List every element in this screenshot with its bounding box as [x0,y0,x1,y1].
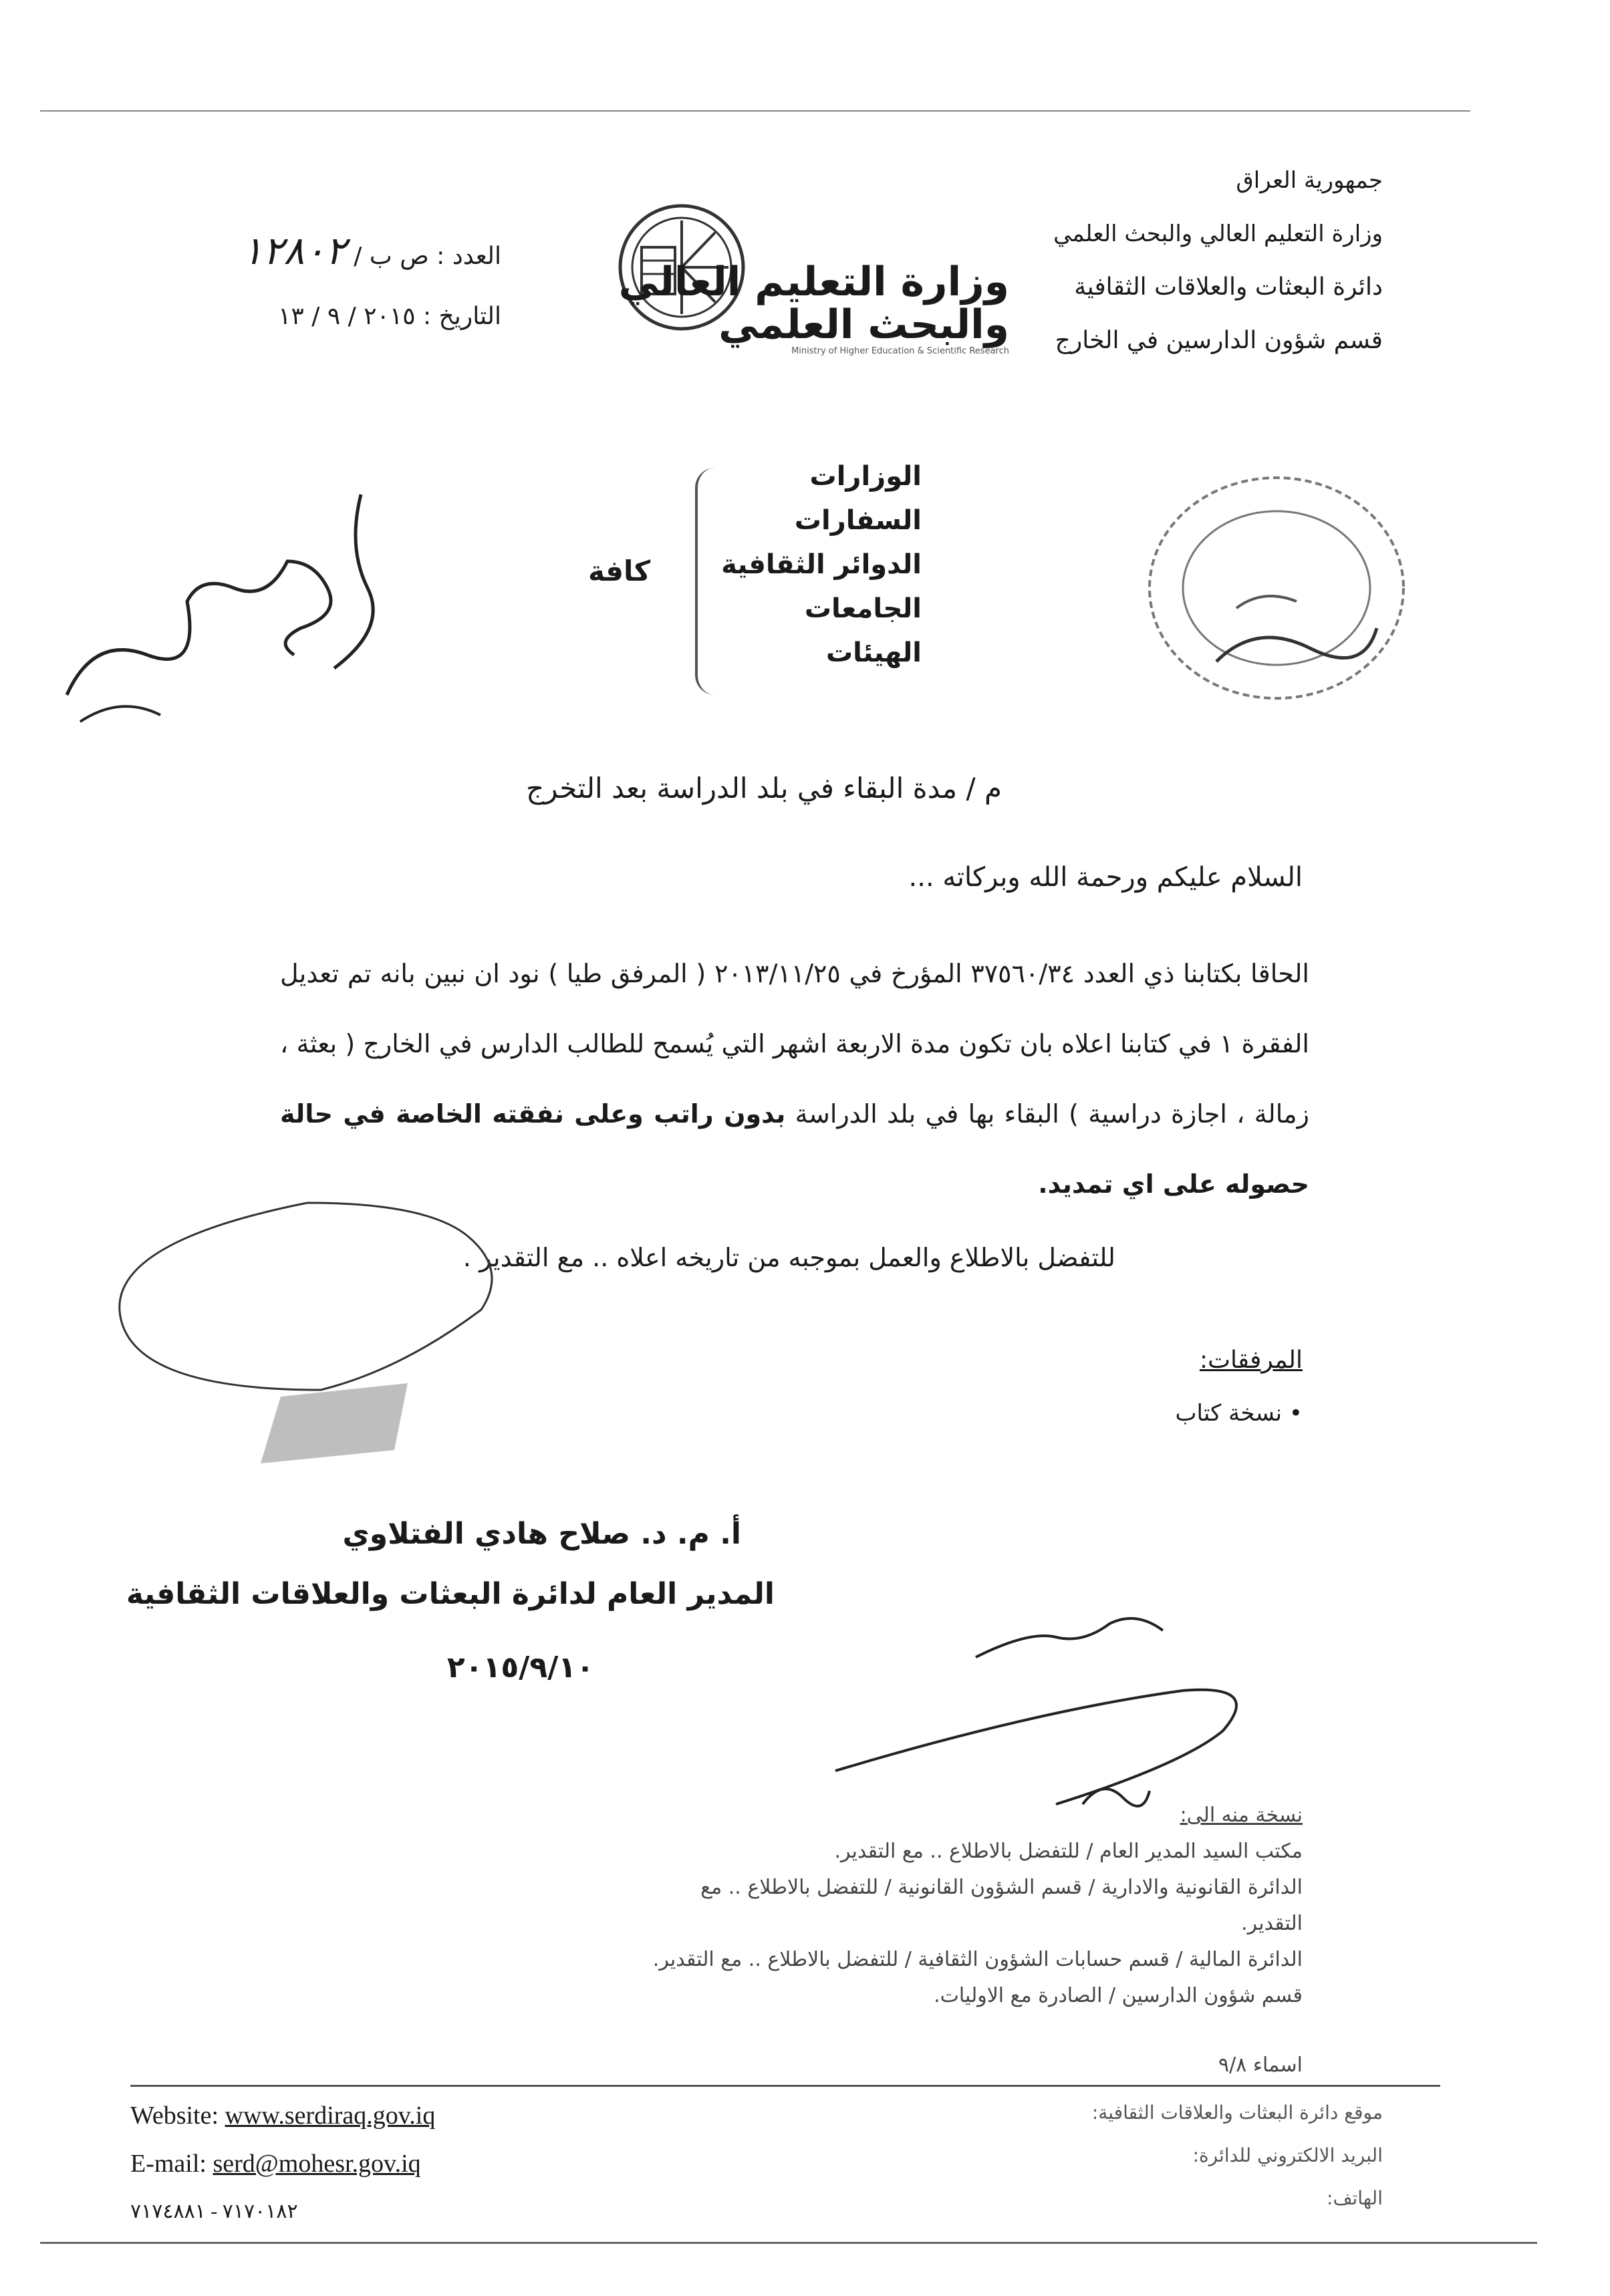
bullet-icon: • [1282,1400,1303,1427]
recipient-item: الوزارات [809,461,922,492]
email-link[interactable]: serd@mohesr.gov.iq [213,2150,421,2178]
footer-right-labels [1035,2092,1383,2220]
header-left-block [127,221,501,347]
signatory-title: المدير العام لدائرة البعثات والعلاقات الثقافية [126,1577,775,1611]
header-section: قسم شؤون الدارسين في الخارج [1055,327,1383,354]
logo-title [619,261,1009,346]
cc-item: الدائرة المالية / قسم حسابات الشؤون الثقافية / للتفضل بالاطلاع .. مع التقدير. [652,1948,1303,1971]
subject-line: م / مدة البقاء في بلد الدراسة بعد التخرج [526,772,1002,805]
signature-date: ٢٠١٥/٩/١٠ [446,1651,594,1685]
footer-right-line2: البريد الالكتروني للدائرة: [1192,2144,1383,2166]
footer-right-line3: الهاتف: [1327,2187,1383,2209]
logo-title-line2: والبحث العلمي [718,301,1009,348]
header-ministry: وزارة التعليم العالي والبحث العلمي [1053,221,1383,247]
footer-phone: ٧١٧٠١٨٢ - ٧١٧٤٨٨١ [130,2200,298,2222]
cc-item: قسم شؤون الدارسين / الصادرة مع الاوليات. [934,1984,1303,2007]
recipient-item: السفارات [794,505,922,536]
signature-loop-icon [107,1196,615,1517]
logo-title-line1: وزارة التعليم العالي [618,259,1009,305]
date-label: التاريخ : [415,303,501,330]
document-date [127,287,501,347]
logo-subtitle: Ministry of Higher Education & Scientific Research [791,346,1009,356]
cc-list [634,1798,1303,2084]
footer-right-line1: موقع دائرة البعثات والعلاقات الثقافية: [1091,2102,1383,2124]
recipient-item: الجامعات [804,593,922,624]
received-stamp-icon [1136,461,1424,715]
header-country: جمهورية العراق [1236,167,1383,194]
number-value: ١٢٨٠٢ [242,228,346,273]
attachment-item [1176,1400,1303,1427]
closing-line: للتفضل بالاطلاع والعمل بموجبه من تاريخه اعلاه .. مع التقدير . [462,1243,1115,1272]
letter-body [280,939,1309,1219]
recipients-list [641,454,922,675]
footer-email [130,2140,435,2188]
attachment-item-label: نسخة كتاب [1175,1400,1283,1427]
body-text-part2: بدون راتب وعلى نفقته الخاصة في حالة حصوله على اي تمديد. [280,1099,1309,1199]
recipients-all-label: كافة [588,555,651,587]
signatory-name: أ. م. د. صلاح هادي الفتلاوي [342,1517,741,1551]
header-department: دائرة البعثات والعلاقات الثقافية [1074,273,1383,301]
cc-item: مكتب السيد المدير العام / للتفضل بالاطلاع .. مع التقدير. [834,1840,1303,1863]
handwritten-annotation-icon [27,468,441,762]
cc-label: نسخة منه الى: [1180,1804,1303,1827]
footer-website [130,2092,435,2140]
greeting: السلام عليكم ورحمة الله وبركاته ... [908,862,1303,893]
attachments-label: المرفقات: [1199,1346,1303,1374]
footer-contact [130,2092,435,2236]
bottom-border-line [40,2242,1537,2244]
ministry-logo [615,180,1016,368]
cc-initials: اسماء ٩/٨ [1218,2053,1303,2077]
recipients-brace [695,468,724,695]
date-value: ٢٠١٥ / ٩ / ١٣ [278,303,416,330]
website-link[interactable]: www.serdiraq.gov.iq [225,2102,436,2130]
top-border-line [40,110,1470,112]
body-text-part1: الحاقا بكتابنا ذي العدد ٣٧٥٦٠/٣٤ المؤرخ في ٢٠١٣/١١/٢٥ ( المرفق طيا ) نود ان نبين بانه تم تعديل الفقرة ١ في كتابنا اعلاه بان تكون مدة الاربعة اشهر التي يُسمح للطالب الدارس في الخارج ( بعثة ، زمالة ، اجازة دراسية ) البقاء بها في بلد الدراسة [280,959,1309,1129]
document-number [127,221,501,287]
website-label: Website: [130,2102,225,2130]
email-label: E-mail: [130,2150,213,2178]
cc-item: الدائرة القانونية والادارية / قسم الشؤون القانونية / للتفضل بالاطلاع .. مع التقدير. [700,1876,1303,1935]
footer-rule [130,2085,1440,2087]
recipient-item: الهيئات [825,637,922,668]
number-label: العدد : ص ب / [346,243,501,270]
recipient-item: الدوائر الثقافية [721,549,922,580]
